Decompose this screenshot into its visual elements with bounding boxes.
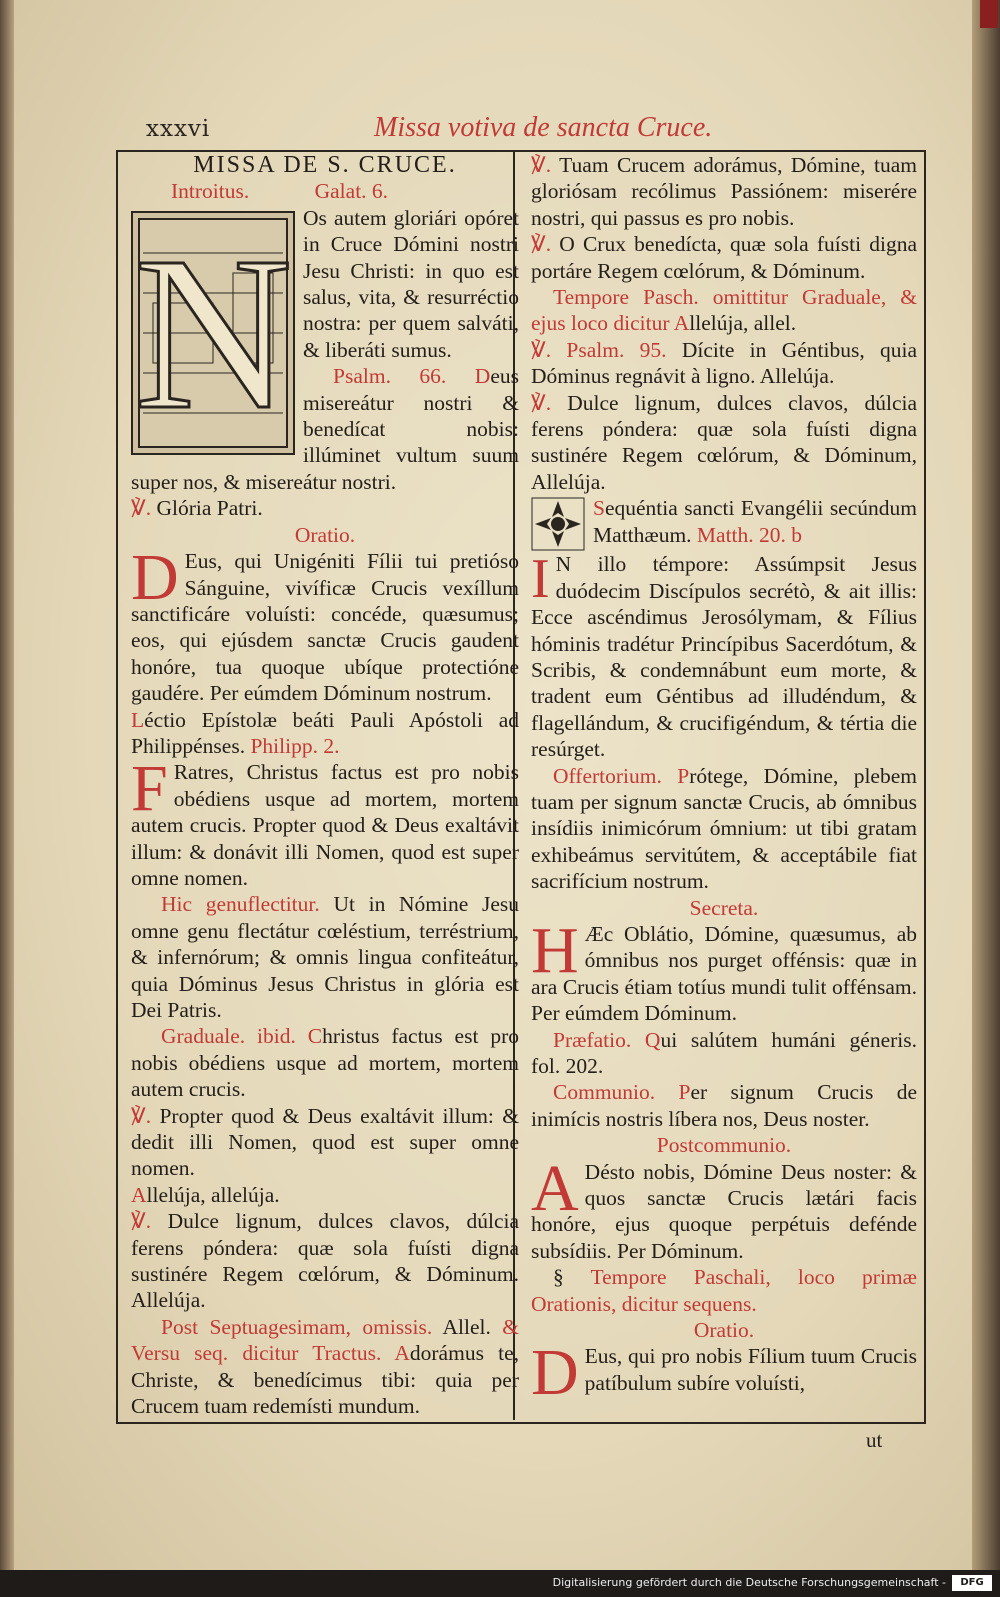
- running-title: Missa votiva de sancta Cruce.: [374, 112, 713, 143]
- paschal-rubric: [531, 284, 917, 337]
- alleluia-initial: A: [131, 1182, 147, 1207]
- introit-reference: Galat. 6.: [314, 179, 389, 204]
- book-page: [14, 0, 972, 1570]
- postcommunio-dropcap: A: [531, 1151, 579, 1225]
- offertory-initial: P: [677, 763, 690, 788]
- bookmark-ribbon: [980, 0, 998, 28]
- psalm-66-initial: D: [474, 364, 491, 389]
- versicle-icon: ℣.: [531, 153, 552, 177]
- oratio-paragraph: [131, 541, 519, 706]
- versicle-icon: ℣.: [131, 1209, 152, 1234]
- page-number: xxxvi: [146, 116, 211, 142]
- tract-text: dorámus te, Christe, & benedícimus tibi: quia per Crucem tuam redemísti mundum.: [131, 1341, 519, 1419]
- versicle-icon: ℣.: [131, 1103, 152, 1128]
- scan-page-edge-right: [972, 0, 1000, 1597]
- epistle-dropcap: F: [131, 752, 168, 826]
- footer-credit: Digitalisierung gefördert durch die Deutsche Forschungsgemeinschaft -: [552, 1576, 946, 1589]
- left-column: [131, 152, 519, 1420]
- versicle-icon: ℣.: [531, 337, 552, 362]
- communio-paragraph: [531, 1079, 917, 1132]
- paschal-rubric-2-text: Tempore Paschali, loco primæ Orationis, dicitur sequens.: [531, 1265, 917, 1316]
- psalm-95-text: Dícite in Géntibus, quia Dóminus regnávit à ligno. Allelúja.: [531, 337, 918, 389]
- postcommunio-paragraph: [531, 1151, 917, 1265]
- epistle-text: Ratres, Christus factus est pro nobis obédiens usque ad mortem, mortem autem crucis. Propter quod & Deus exaltávit illum: & donávit illi Nomen, quod est super omne nomen.: [131, 760, 519, 890]
- digitization-footer: [0, 1570, 1000, 1597]
- psalm-95: [531, 337, 917, 390]
- lectio-heading: [131, 707, 519, 760]
- gradual-paragraph: [131, 1023, 519, 1102]
- postcommunio-heading: Postcommunio.: [656, 1133, 792, 1158]
- scan-page-edge-left: [0, 0, 14, 1597]
- section-mark-icon: §: [553, 1265, 564, 1290]
- epistle-paragraph: [131, 752, 519, 891]
- postcommunio-text: Désto nobis, Dómine Deus noster: & quos sanctæ Crucis lætári facis honóre, ejus quoque perpétuis defénde subsídiis. Per Dóminum.: [531, 1159, 917, 1263]
- genuflect-text: Ut in Nómine Jesu omne genu flectátur cœléstium, terréstrium, & infernórum; & omnis lingua confiteátur, quia Dóminus Jesus Christus in glória est Dei Patris.: [131, 892, 520, 1022]
- tract-paragraph: [131, 1314, 519, 1420]
- alleluia-verse: [131, 1208, 519, 1314]
- dfg-logo: DFG: [952, 1575, 992, 1591]
- tract-label: & Versu seq. dicitur Tractus.: [131, 1314, 519, 1366]
- paschal-rubric-2: [531, 1264, 917, 1317]
- lectio-reference: Philipp. 2.: [250, 733, 340, 758]
- genuflect-label: Hic genuflectitur.: [161, 892, 320, 917]
- adoration-verse-text: Tuam Crucem adorámus, Dómine, tuam gloriósam recólimus Passiónem: miserére nostri, qui passus es pro nobis.: [531, 153, 917, 230]
- lectio-initial: L: [131, 707, 145, 732]
- crux-verse-text: O Crux benedícta, quæ sola fuísti digna portáre Regem cœlórum, & Dóminum.: [531, 232, 917, 283]
- secreta-paragraph: [531, 913, 917, 1027]
- dulce-lignum-text: Dulce lignum, dulces clavos, dúlcia ferens póndera: quæ sola fuísti digna sustinére Regem cœlórum, & Dóminum, Allelúja.: [531, 390, 918, 494]
- right-column: [531, 152, 918, 1410]
- psalm-66-text: eus misereátur nostri & benedícat nobis: illúminet vultum suum super nos, & misereátur nostri.: [131, 364, 519, 494]
- paschal-alleluia-text: llelúja, allel.: [689, 311, 797, 336]
- sequentia-text: equéntia sancti Evangélii secúndum Matthæum.: [593, 496, 917, 547]
- gradual-verse-text: Propter quod & Deus exaltávit illum: & dedit illi Nomen, quod est super omne nomen.: [131, 1103, 519, 1181]
- alleluia-verse-text: Dulce lignum, dulces clavos, dúlcia ferens póndera: quæ sola fuísti digna sustinére Regem cœlórum, & Dóminum. Allelúja.: [131, 1209, 520, 1313]
- introit-label: Introitus.: [171, 179, 250, 204]
- oratio-2-text: Eus, qui pro nobis Fílium tuum Crucis patíbulum subíre voluísti,: [584, 1344, 917, 1395]
- gradual-text: hristus factus est pro nobis obédiens usque ad mortem, mortem autem crucis.: [131, 1024, 519, 1102]
- gradual-initial: C: [307, 1024, 323, 1049]
- paschal-alleluia-initial: A: [673, 311, 690, 336]
- secreta-heading: Secreta.: [689, 895, 759, 920]
- gradual-label: Graduale. ibid.: [161, 1024, 296, 1049]
- oratio-paragraph-2: [531, 1336, 917, 1410]
- gospel-text: N illo témpore: Assúmpsit Jesus duódecim Discípulos secrétò, & ait illis: Ecce ascéndimus Jerosólymam, & Fílius hóminis tradétur Princípibus Sacerdótum, & Scribis, & condemnábunt eum morte, & tradent eum Géntibus ad illudéndum, & flagellándum, & crucifigéndum, & tértia die resúrget.: [531, 552, 917, 762]
- praefatio-paragraph: [531, 1027, 917, 1080]
- catchword: ut: [866, 1428, 883, 1452]
- post-septuagesima-allel: Allel.: [442, 1314, 491, 1339]
- praefatio-label: Præfatio.: [553, 1027, 632, 1052]
- introit-heading: [131, 178, 519, 204]
- offertory-text: rótege, Dómine, plebem tuam per signum sanctæ Crucis, ab ómnibus insídiis inimicórum ómnium: ut tibi gratam exhibeámus servitútem, & acceptábile fiat sacrifícium nostrum.: [531, 763, 917, 894]
- lectio-text: éctio Epístolæ beáti Pauli Apóstoli ad Philippénses.: [131, 707, 519, 758]
- tract-initial: A: [394, 1341, 410, 1366]
- dulce-lignum-verse: [531, 390, 917, 496]
- gradual-verse: [131, 1103, 519, 1182]
- oratio-text: Eus, qui Unigéniti Fílii tui pretióso Sánguine, vivíficæ Crucis vexíllum sanctificáre voluísti: concéde, quæsumus; eos, qui ejúsdem sanctæ Crucis gaudent honóre, tua quoque ubíque protectióne gaudére. Per eúmdem Dóminum nostrum.: [131, 549, 519, 706]
- versicle-icon: ℣.: [531, 390, 552, 415]
- page-header: [14, 112, 972, 152]
- secreta-text: Æc Oblátio, Dómine, quæsumus, ab ómnibus nos purget offénsis: quæ in ara Crucis étiam totíus mundi tulit offénsam. Per eúmdem Dóminum.: [531, 921, 917, 1026]
- communio-initial: P: [678, 1080, 691, 1105]
- introit-text: Os autem gloriári opóret in Cruce Dómini nostri Jesu Christi: in quo est salus, vita, & resurréctio nostra: per quem salváti, & liberáti sumus.: [303, 205, 519, 362]
- gospel-paragraph: [531, 548, 917, 762]
- woodcut-initial: [131, 211, 295, 455]
- gloria-patri: [131, 495, 519, 521]
- communio-text: er signum Crucis de inimícis nostris líbera nos, Deus noster.: [531, 1080, 917, 1131]
- sequentia-reference: Matth. 20. b: [696, 522, 803, 547]
- versicle-icon: ℣.: [131, 496, 152, 521]
- genuflect-paragraph: [131, 891, 519, 1023]
- gospel-dropcap: I: [531, 548, 550, 611]
- psalm-66-reference: Psalm. 66.: [333, 364, 447, 389]
- post-septuagesima-label: Post Septuagesimam, omissis.: [161, 1314, 433, 1339]
- crux-verse: [531, 231, 917, 284]
- praefatio-initial: Q: [644, 1027, 661, 1052]
- communio-label: Communio.: [553, 1080, 656, 1105]
- alleluia-text: llelúja, allelúja.: [146, 1182, 280, 1207]
- oratio-heading: Oratio.: [294, 522, 356, 547]
- sequentia-heading: [531, 495, 917, 548]
- mass-title: MISSA DE S. CRUCE.: [193, 152, 457, 178]
- secreta-dropcap: H: [531, 913, 579, 987]
- psalm-95-reference: Psalm. 95.: [566, 337, 667, 362]
- oratio-heading-2: Oratio.: [693, 1318, 755, 1343]
- woodcut-letter: N: [133, 210, 293, 455]
- oratio-dropcap: D: [131, 541, 179, 615]
- offertory-paragraph: [531, 763, 917, 895]
- gloria-text: Glória Patri.: [156, 496, 263, 521]
- versicle-icon: ℣.: [531, 232, 552, 257]
- sequentia-initial: S: [593, 496, 605, 521]
- offertory-label: Offertorium.: [553, 763, 662, 788]
- oratio-2-dropcap: D: [531, 1336, 579, 1410]
- adoration-verse: [531, 152, 917, 231]
- praefatio-text: ui salútem humáni géneris. fol. 202.: [531, 1027, 917, 1078]
- alleluia-line: [131, 1182, 519, 1208]
- paschal-rubric-text: Tempore Pasch. omittitur Graduale, & ejus loco dicitur: [531, 285, 917, 336]
- cross-ornament-icon: [531, 497, 585, 551]
